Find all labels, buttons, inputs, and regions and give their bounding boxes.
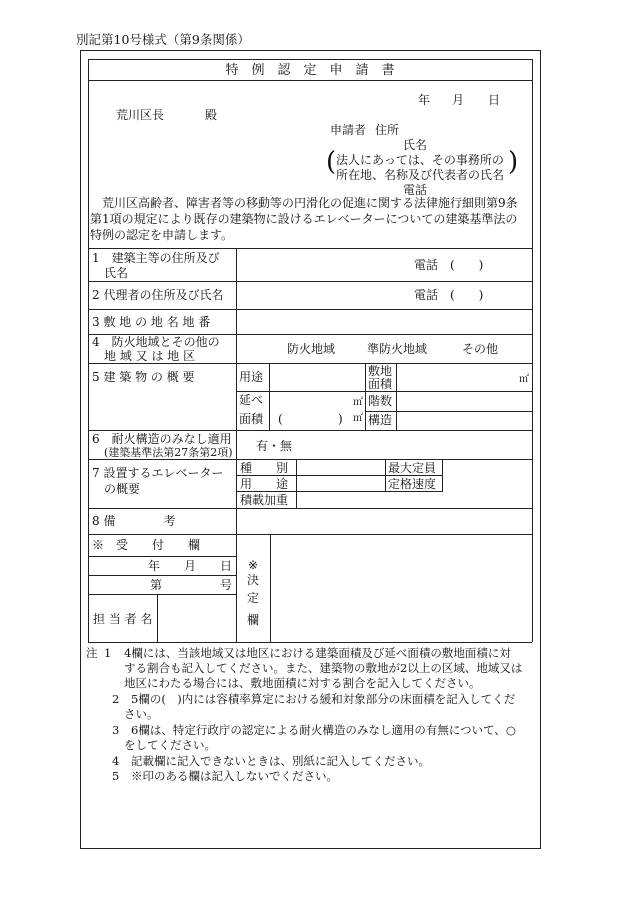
note5-line1: ※印のある欄は記入しないでください。: [131, 769, 338, 783]
applicant-label: 申請者: [330, 123, 367, 137]
note1-number: 1: [104, 646, 112, 660]
row3-label: 3 敷 地 の 地 名 地 番: [92, 315, 211, 329]
relaxed-area-unit: ㎡: [353, 413, 363, 424]
addressee-suffix: 殿: [205, 108, 218, 122]
note2-line1: 5欄の( )内には容積率算定における緩和対象部分の床面積を記入してくだ: [131, 692, 516, 706]
row1-label-line1: 1 建築主等の住所及び: [92, 251, 220, 265]
date-month-label: 月: [452, 93, 465, 107]
form-number-label: 別記第10号様式（第9条関係）: [76, 32, 250, 47]
notes-label: 注: [86, 646, 98, 660]
elevator-use-label: 用 途: [240, 477, 289, 491]
date-day-label: 日: [488, 93, 501, 107]
row2-phone: 電話 ( ): [414, 288, 484, 302]
elevator-speed-label: 定格速度: [388, 477, 437, 491]
row7-label-line1: 7 設置するエレベーター: [92, 466, 224, 480]
floor-area-unit: ㎡: [353, 397, 363, 408]
reception-number-suffix: 号: [220, 578, 233, 592]
decision-char-1: 決: [246, 573, 259, 587]
body-text-line3: 特例の認定を申請します。: [90, 228, 234, 242]
decision-char-3: 欄: [246, 613, 259, 627]
fire-zone-option: 防火地域: [287, 342, 336, 356]
row6-label-line1: 6 耐火構造のみなし適用: [92, 432, 232, 446]
decision-mark: ※: [247, 558, 259, 572]
note1-line3: 地区にわたる場合には、敷地面積に対する割合を記入してください。: [124, 676, 481, 690]
note3-line2: をしてください。: [124, 738, 216, 752]
note4-number: 4: [112, 754, 120, 768]
reception-header: ※ 受 付 欄: [92, 538, 201, 552]
reception-number-prefix: 第: [150, 578, 163, 592]
site-area-unit: ㎡: [519, 374, 529, 385]
note2-line2: さい。: [124, 707, 159, 721]
decision-char-2: 定: [246, 591, 259, 605]
reception-date: 年 月 日: [148, 559, 233, 573]
floor-area-paren-open: (: [278, 412, 283, 426]
note4-line1: 記載欄に記入できないときは、別紙に記入してください。: [131, 754, 430, 768]
staff-name-label: 担 当 者 名: [93, 612, 153, 626]
date-year-label: 年: [418, 93, 431, 107]
corp-note-line1: 法人にあっては、その事務所の: [336, 153, 504, 167]
bracket-left: (: [326, 147, 337, 177]
other-zone-option: その他: [462, 342, 499, 356]
row5-label: 5 建 築 物 の 概 要: [92, 370, 195, 384]
row6-label-line2: (建築基準法第27条第2項): [104, 446, 233, 459]
fireproof-yes-no: 有・無: [256, 439, 293, 453]
body-text-line2: 第1項の規定により既存の建築物に設けるエレベーターについての建築基準法の: [90, 212, 518, 226]
row4-label-line1: 4 防火地域とその他の: [92, 335, 220, 349]
row7-label-line2: の概要: [104, 482, 141, 496]
corp-note-line2: 所在地、名称及び代表者の氏名: [336, 168, 505, 182]
elevator-load-label: 積載加重: [240, 493, 289, 507]
use-label: 用途: [239, 370, 264, 384]
note3-number: 3: [112, 723, 120, 737]
floor-area-label-2: 面積: [239, 412, 264, 426]
site-area-label-2: 面積: [368, 377, 393, 391]
row8-label: 8 備 考: [92, 514, 176, 528]
note5-number: 5: [112, 769, 120, 783]
elevator-capacity-label: 最大定員: [388, 461, 437, 475]
floors-label: 階数: [368, 394, 393, 408]
row1-phone: 電話 ( ): [414, 258, 484, 272]
row2-label: 2 代理者の住所及び氏名: [92, 288, 224, 302]
body-text-line1: 荒川区高齢者、障害者等の移動等の円滑化の促進に関する法律施行細則第9条: [102, 196, 518, 210]
applicant-address-label: 住所: [375, 123, 400, 137]
elevator-type-label: 種 別: [240, 461, 289, 475]
note1-line2: する割合も記入してください。また、建築物の敷地が2以上の区域、地域又は: [124, 661, 523, 675]
note3-line1: 6欄は、特定行政庁の認定による耐火構造のみなし適用の有無について、○: [131, 723, 516, 737]
structure-label: 構造: [368, 413, 393, 427]
bracket-right: ): [508, 147, 519, 177]
note1-line1: 4欄には、当該地域又は地区における建築面積及び延べ面積の敷地面積に対: [124, 646, 511, 660]
form-title: 特 例 認 定 申 請 書: [225, 63, 395, 78]
semi-fire-zone-option: 準防火地域: [367, 342, 428, 356]
applicant-phone-label: 電話: [403, 183, 428, 197]
row1-label-line2: 氏名: [104, 266, 129, 280]
floor-area-paren-close: ): [338, 412, 343, 426]
note2-number: 2: [112, 692, 120, 706]
addressee: 荒川区長: [116, 108, 165, 122]
row4-label-line2: 地 域 又 は 地 区: [104, 349, 196, 363]
floor-area-label-1: 延べ: [239, 393, 264, 407]
applicant-name-label: 氏名: [403, 138, 428, 152]
site-area-label-1: 敷地: [368, 364, 393, 378]
